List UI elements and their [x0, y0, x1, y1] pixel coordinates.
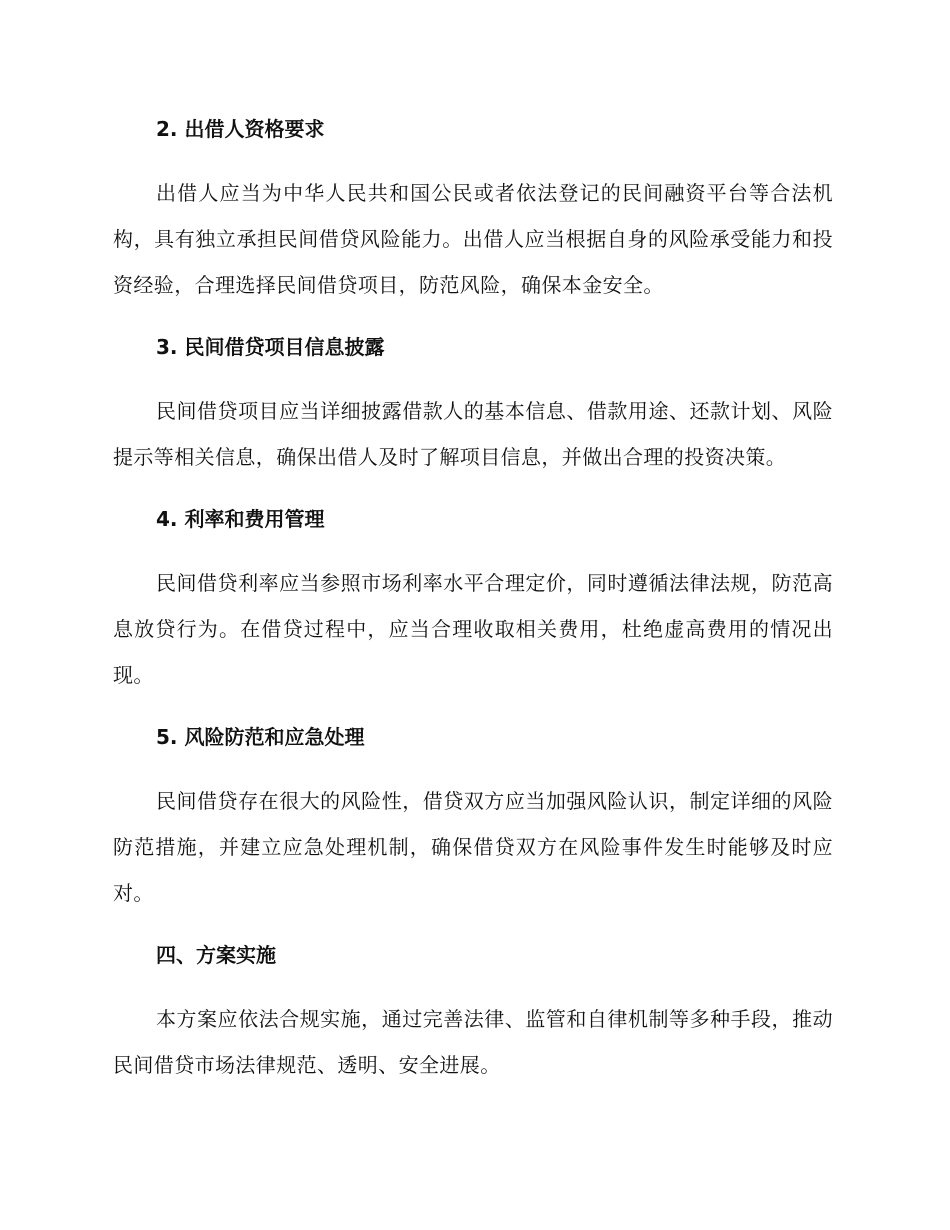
section-body-lender-qualification: 出借人应当为中华人民共和国公民或者依法登记的民间融资平台等合法机构，具有独立承担民间借贷风险能力。出借人应当根据自身的风险承受能力和投资经验，合理选择民间借贷项目，防范风险，确保本金安全。 [113, 181, 833, 297]
section-heading-implementation: 四、方案实施 [156, 943, 276, 967]
document-content [113, 110, 833, 1088]
section-heading-interest-fees: 4. 利率和费用管理 [156, 507, 325, 531]
section-body-implementation: 本方案应依法合规实施，通过完善法律、监管和自律机制等多种手段，推动民间借贷市场法律规范、透明、安全进展。 [113, 1007, 833, 1077]
section-heading-risk-prevention: 5. 风险防范和应急处理 [156, 725, 365, 749]
section-heading-lender-qualification: 2. 出借人资格要求 [156, 117, 325, 141]
section-body-interest-fees: 民间借贷利率应当参照市场利率水平合理定价，同时遵循法律法规，防范高息放贷行为。在借贷过程中，应当合理收取相关费用，杜绝虚高费用的情况出现。 [113, 571, 833, 687]
section-heading-project-disclosure: 3. 民间借贷项目信息披露 [156, 335, 385, 359]
section-body-risk-prevention: 民间借贷存在很大的风险性，借贷双方应当加强风险认识，制定详细的风险防范措施，并建立应急处理机制，确保借贷双方在风险事件发生时能够及时应对。 [113, 789, 833, 905]
section-body-project-disclosure: 民间借贷项目应当详细披露借款人的基本信息、借款用途、还款计划、风险提示等相关信息，确保出借人及时了解项目信息，并做出合理的投资决策。 [113, 399, 833, 469]
